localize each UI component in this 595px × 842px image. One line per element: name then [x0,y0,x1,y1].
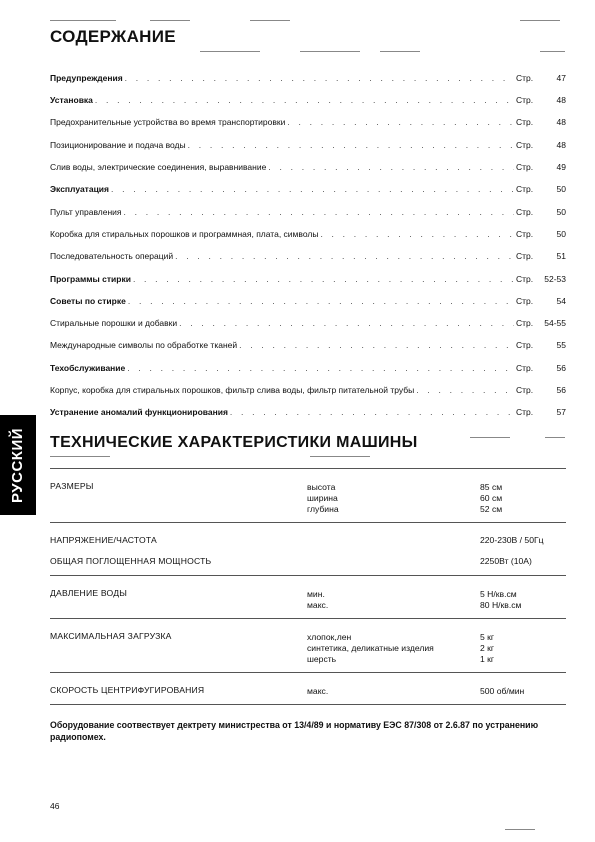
toc-item-title: Предупреждения [50,72,123,83]
toc-heading: СОДЕРЖАНИЕ [50,27,176,46]
decorative-rule [50,20,116,21]
toc-row [50,335,566,357]
toc-item-title: Слив воды, электрические соединения, выравнивание [50,162,267,173]
toc-leader-dots [111,185,514,194]
toc-page-number: 51 [556,251,566,262]
toc-leader-dots [320,230,514,239]
toc-item-title: Корпус, коробка для стиральных порошков, фильтр слива воды, фильтр питательной трубы [50,385,415,396]
spec-sublabel: шерсть [307,653,337,664]
toc-item-title: Предохранительные устройства во время транспортировки [50,117,286,128]
spec-value: 1 кг [480,653,495,664]
toc-row [50,379,566,401]
toc-item-title: Международные символы по обработке тканей [50,340,238,351]
decorative-rule [505,829,535,830]
toc-page-number: 47 [556,72,566,83]
decorative-rule [545,437,565,438]
spec-line [307,492,566,503]
decorative-rule [50,456,110,457]
spec-sublabel: синтетика, деликатные изделия [307,642,434,653]
decorative-rule [250,20,290,21]
spec-label: НАПРЯЖЕНИЕ/ЧАСТОТА [50,535,157,545]
spec-label: РАЗМЕРЫ [50,481,94,491]
decorative-rule [150,20,190,21]
toc-row [50,223,566,245]
spec-line [307,481,566,492]
spec-value: 85 см [480,481,503,492]
toc-page-number: 48 [556,117,566,128]
toc-page-number: 52-53 [544,273,566,284]
toc-page-number: 50 [556,206,566,217]
spec-line [307,599,566,610]
spec-value: 52 см [480,503,503,514]
toc-item-title: Установка [50,95,93,106]
toc-page-prefix: Стр. [516,251,534,262]
spec-row [50,672,566,705]
spec-line [307,653,566,664]
toc-leader-dots [179,319,514,328]
toc-row [50,178,566,200]
toc-leader-dots [95,96,514,105]
spec-value: 5 Н/кв.см [480,588,517,599]
decorative-rule [300,51,360,52]
spec-sublabel: хлопок,лен [307,631,352,642]
toc-row [50,134,566,156]
toc-item-title: Пульт управления [50,206,122,217]
decorative-rule [310,456,370,457]
toc-page-number: 54-55 [544,318,566,329]
spec-sublabel: мин. [307,588,325,599]
toc-page-number: 56 [556,385,566,396]
toc-row [50,201,566,223]
toc-row [50,89,566,111]
specs-table [50,468,566,705]
toc-row [50,312,566,334]
toc-page-prefix: Стр. [516,206,534,217]
toc-page-prefix: Стр. [516,117,534,128]
toc-leader-dots [230,408,514,417]
toc-page-prefix: Стр. [516,385,534,396]
toc-page-prefix: Стр. [516,184,534,195]
toc-row [50,401,566,423]
toc-page-prefix: Стр. [516,95,534,106]
spec-sublabel: макс. [307,599,329,610]
spec-label: ДАВЛЕНИЕ ВОДЫ [50,588,128,598]
toc-item-title: Программы стирки [50,273,131,284]
toc-leader-dots [175,252,514,261]
toc-leader-dots [239,341,514,350]
toc-leader-dots [124,208,514,217]
language-tab-label: РУССКИЙ [9,427,27,503]
spec-sublabel: глубина [307,503,339,514]
toc-page-prefix: Стр. [516,162,534,173]
toc-page-number: 49 [556,162,566,173]
toc-leader-dots [127,364,514,373]
toc-page-number: 57 [556,407,566,418]
toc-item-title: Техобслуживание [50,362,126,373]
toc-page-number: 54 [556,295,566,306]
compliance-note: Оборудование соотвествует дектрету министрества от 13/4/89 и нормативу ЕЭС 87/308 от 2.6.87 по устранению радиопомех. [50,720,539,742]
toc-row [50,112,566,134]
spec-label: МАКСИМАЛЬНАЯ ЗАГРУЗКА [50,631,172,641]
spec-row [50,522,566,554]
toc-leader-dots [287,118,514,127]
spec-label: ОБЩАЯ ПОГЛОЩЕННАЯ МОЩНОСТЬ [50,556,212,566]
toc-page-prefix: Стр. [516,273,534,284]
decorative-rule [380,51,420,52]
spec-row [50,618,566,672]
toc-row [50,290,566,312]
spec-value: 500 об/мин [480,685,525,696]
decorative-rule [520,20,560,21]
toc-leader-dots [268,163,514,172]
toc-page-prefix: Стр. [516,72,534,83]
toc-leader-dots [128,297,514,306]
toc-page-number: 56 [556,362,566,373]
spec-line [307,588,566,599]
toc-leader-dots [133,275,514,284]
toc-item-title: Эксплуатация [50,184,109,195]
toc-page-number: 50 [556,184,566,195]
toc-page-number: 48 [556,139,566,150]
toc-item-title: Стиральные порошки и добавки [50,318,178,329]
toc-page-prefix: Стр. [516,407,534,418]
toc-page-number: 48 [556,95,566,106]
spec-sublabel: макс. [307,685,329,696]
toc-page-number: 50 [556,228,566,239]
toc-page-prefix: Стр. [516,139,534,150]
toc-page-prefix: Стр. [516,340,534,351]
spec-label: СКОРОСТЬ ЦЕНТРИФУГИРОВАНИЯ [50,685,205,695]
toc-leader-dots [125,74,514,83]
toc-row [50,245,566,267]
spec-value: 5 кг [480,631,495,642]
toc-page-prefix: Стр. [516,295,534,306]
toc-item-title: Последовательность операций [50,251,174,262]
page-number: 46 [50,801,60,811]
toc-item-title: Советы по стирке [50,295,126,306]
toc-row [50,67,566,89]
spec-line [307,685,566,696]
toc-item-title: Устранение аномалий функционирования [50,407,228,418]
spec-value: 2250Вт (10А) [480,556,532,566]
spec-line [307,503,566,514]
spec-sublabel: высота [307,481,336,492]
decorative-rule [200,51,260,52]
spec-line [307,642,566,653]
toc-page-number: 55 [556,340,566,351]
toc-row [50,156,566,178]
toc-leader-dots [188,141,514,150]
decorative-rule [470,437,510,438]
toc-page-prefix: Стр. [516,228,534,239]
table-of-contents [50,67,566,424]
toc-row [50,357,566,379]
language-tab [0,415,36,515]
spec-value: 80 Н/кв.см [480,599,522,610]
specs-heading: ТЕХНИЧЕСКИЕ ХАРАКТЕРИСТИКИ МАШИНЫ [50,434,418,451]
toc-item-title: Коробка для стиральных порошков и программная, плата, символы [50,228,319,239]
toc-page-prefix: Стр. [516,318,534,329]
spec-value: 60 см [480,492,503,503]
toc-page-prefix: Стр. [516,362,534,373]
spec-row [50,575,566,618]
toc-row [50,268,566,290]
spec-value: 2 кг [480,642,495,653]
toc-item-title: Позиционирование и подача воды [50,139,186,150]
toc-leader-dots [416,386,514,395]
spec-row [50,554,566,575]
spec-line [307,631,566,642]
decorative-rule [540,51,565,52]
spec-row [50,468,566,522]
spec-sublabel: ширина [307,492,338,503]
spec-value: 220-230В / 50Гц [480,535,544,545]
